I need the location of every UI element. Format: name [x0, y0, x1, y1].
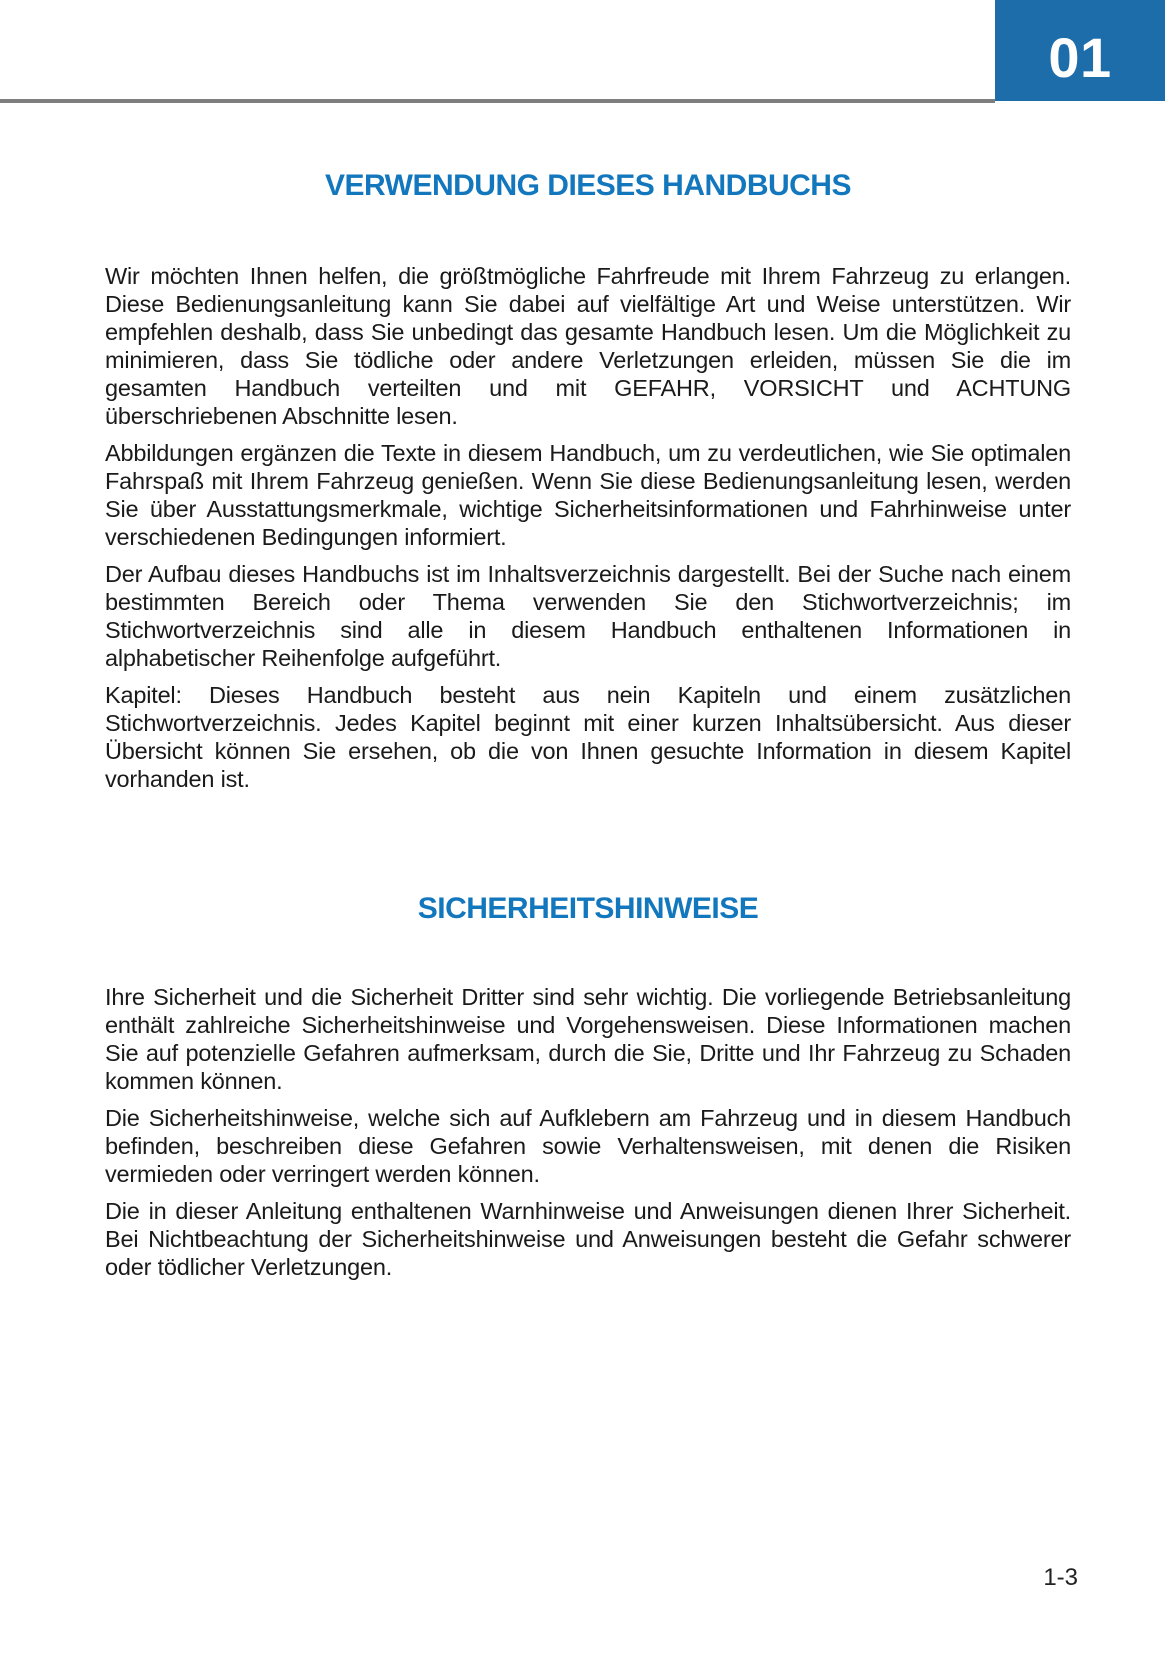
section-title: VERWENDUNG DIESES HANDBUCHS — [324, 169, 851, 202]
section-body — [105, 262, 1071, 793]
paragraph: Ihre Sicherheit und die Sicherheit Dritter sind sehr wichtig. Die vorliegende Betriebsanleitung enthält zahlreiche Sicherheitshinweise und Vorgehensweisen. Diese Informationen machen Sie auf potenzielle Gefahren aufmerksam, durch die Sie, Dritte und Ihr Fahrzeug zu Schaden kommen können. — [105, 984, 1071, 1094]
chapter-number: 01 — [1048, 26, 1112, 89]
page-content — [105, 0, 1071, 1290]
page-number: 1-3 — [1043, 1564, 1078, 1591]
paragraph: Abbildungen ergänzen die Texte in diesem Handbuch, um zu verdeutlichen, wie Sie optimalen Fahrspaß mit Ihrem Fahrzeug genießen. Wenn Sie diese Bedienungsanleitung lesen, werden Sie über Ausstattungsmerkmale, wichtige Sicherheitsinformationen und Fahrhinweise unter verschiedenen Bedingungen informiert. — [105, 440, 1071, 550]
section-verwendung-dieses-handbuchs — [105, 170, 1071, 793]
paragraph: Die Sicherheitshinweise, welche sich auf Aufklebern am Fahrzeug und in diesem Handbuch befinden, beschreiben diese Gefahren sowie Verhaltensweisen, mit denen die Risiken vermieden oder verringert werden können. — [105, 1105, 1071, 1187]
paragraph: Der Aufbau dieses Handbuchs ist im Inhaltsverzeichnis dargestellt. Bei der Suche nach einem bestimmten Bereich oder Thema verwenden Sie den Stichwortverzeichnis; im Stichwortverzeichnis sind alle in diesem Handbuch enthaltenen Informationen in alphabetischer Reihenfolge aufgeführt. — [105, 561, 1071, 671]
paragraph: Kapitel: Dieses Handbuch besteht aus nein Kapiteln und einem zusätzlichen Stichwortverzeichnis. Jedes Kapitel beginnt mit einer kurzen Inhaltsübersicht. Aus dieser Übersicht können Sie ersehen, ob die von Ihnen gesuchte Information in diesem Kapitel vorhanden ist. — [105, 682, 1071, 792]
paragraph: Die in dieser Anleitung enthaltenen Warnhinweise und Anweisungen dienen Ihrer Sicherheit. Bei Nichtbeachtung der Sicherheitshinweise und Anweisungen besteht die Gefahr schwerer oder tödlicher Verletzungen. — [105, 1198, 1071, 1280]
section-body — [105, 983, 1071, 1281]
section-title: SICHERHEITSHINWEISE — [417, 892, 759, 925]
paragraph: Wir möchten Ihnen helfen, die größtmögliche Fahrfreude mit Ihrem Fahrzeug zu erlangen. Diese Bedienungsanleitung kann Sie dabei auf vielfältige Art und Weise unterstützen. Wir empfehlen deshalb, dass Sie unbedingt das gesamte Handbuch lesen. Um die Möglichkeit zu minimieren, dass Sie tödliche oder andere Verletzungen erleiden, müssen Sie die im gesamten Handbuch verteilten und mit GEFAHR, VORSICHT und ACHTUNG überschriebenen Abschnitte lesen. — [105, 263, 1071, 429]
section-sicherheitshinweise — [105, 893, 1071, 1281]
